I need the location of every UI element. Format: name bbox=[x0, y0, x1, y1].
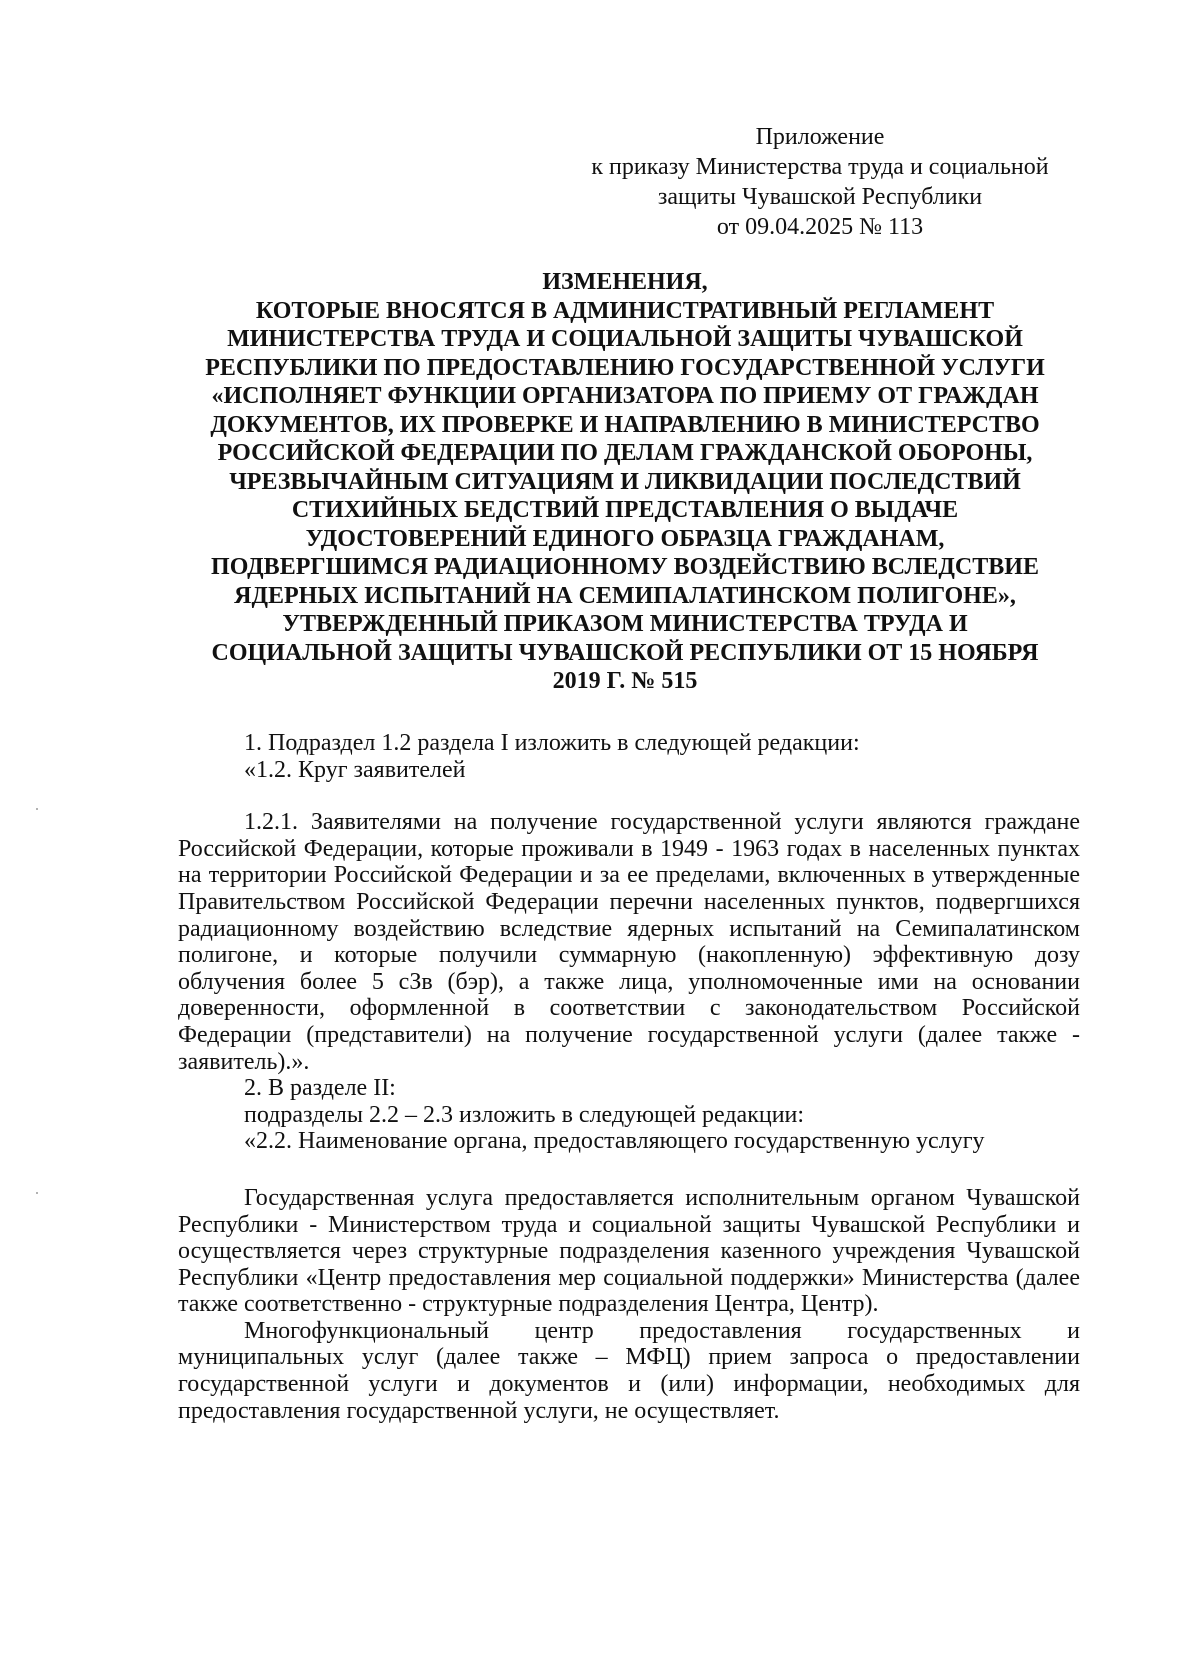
scan-speck bbox=[36, 1192, 38, 1194]
section-2-2-heading: «2.2. Наименование органа, предоставляющего государственную услугу bbox=[244, 1128, 985, 1155]
title-line: СТИХИЙНЫХ БЕДСТВИЙ ПРЕДСТАВЛЕНИЯ О ВЫДАЧЕ bbox=[291, 497, 959, 523]
appendix-line: Приложение bbox=[755, 124, 885, 150]
item-1-intro: 1. Подраздел 1.2 раздела I изложить в следующей редакции: bbox=[244, 730, 860, 756]
item-2-subsections: подразделы 2.2 – 2.3 изложить в следующей редакции: bbox=[244, 1101, 805, 1128]
title-line: РЕСПУБЛИКИ ПО ПРЕДОСТАВЛЕНИЮ ГОСУДАРСТВЕННОЙ УСЛУГИ bbox=[205, 354, 1045, 381]
appendix-line: защиты Чувашской Республики bbox=[657, 184, 983, 210]
title-line: УТВЕРЖДЕННЫЙ ПРИКАЗОМ МИНИСТЕРСТВА ТРУДА И bbox=[282, 611, 968, 637]
appendix-line: от 09.04.2025 № 113 bbox=[716, 214, 924, 240]
paragraph-mfc: Многофункциональный центр предоставления государственных и муниципальных услуг (далее также – МФЦ) прием запроса о предоставлении государственной услуги и документов и (или) информации, необходимых для предоставления государственной услуги, не осуществляет. bbox=[178, 1317, 1080, 1424]
document-body bbox=[178, 730, 1080, 1424]
paragraph-service-provider: Государственная услуга предоставляется исполнительным органом Чувашской Республики - Министерством труда и социальной защиты Чувашской Республики и осуществляется через структурные подразделения казенного учреждения Чувашской Республики «Центр предоставления мер социальной поддержки» Министерства (далее также соответственно - структурные подразделения Центра, Центр). bbox=[178, 1184, 1080, 1318]
item-2-intro: 2. В разделе II: bbox=[244, 1075, 396, 1102]
title-line: ПОДВЕРГШИМСЯ РАДИАЦИОННОМУ ВОЗДЕЙСТВИЮ ВСЛЕДСТВИЕ bbox=[211, 554, 1039, 580]
document-title bbox=[170, 268, 1080, 696]
spacer bbox=[178, 783, 1080, 809]
appendix-header bbox=[560, 122, 1080, 242]
title-line: РОССИЙСКОЙ ФЕДЕРАЦИИ ПО ДЕЛАМ ГРАЖДАНСКОЙ ОБОРОНЫ, bbox=[217, 440, 1033, 466]
title-line: УДОСТОВЕРЕНИЙ ЕДИНОГО ОБРАЗЦА ГРАЖДАНАМ, bbox=[305, 525, 945, 552]
title-line: 2019 Г. № 515 bbox=[552, 668, 698, 694]
title-line: СОЦИАЛЬНОЙ ЗАЩИТЫ ЧУВАШСКОЙ РЕСПУБЛИКИ ОТ 15 НОЯБРЯ bbox=[211, 639, 1039, 666]
scan-speck bbox=[36, 808, 38, 810]
title-line: ЧРЕЗВЫЧАЙНЫМ СИТУАЦИЯМ И ЛИКВИДАЦИИ ПОСЛЕДСТВИЙ bbox=[229, 468, 1021, 495]
title-line: КОТОРЫЕ ВНОСЯТСЯ В АДМИНИСТРАТИВНЫЙ РЕГЛАМЕНТ bbox=[255, 297, 995, 324]
title-line: ЯДЕРНЫХ ИСПЫТАНИЙ НА СЕМИПАЛАТИНСКОМ ПОЛИГОНЕ», bbox=[234, 582, 1016, 609]
title-line: ИЗМЕНЕНИЯ, bbox=[542, 269, 708, 295]
title-line: МИНИСТЕРСТВА ТРУДА И СОЦИАЛЬНОЙ ЗАЩИТЫ ЧУВАШСКОЙ bbox=[227, 326, 1023, 352]
spacer bbox=[178, 1155, 1080, 1185]
title-line: «ИСПОЛНЯЕТ ФУНКЦИИ ОРГАНИЗАТОРА ПО ПРИЕМУ ОТ ГРАЖДАН bbox=[211, 383, 1039, 409]
title-line: ДОКУМЕНТОВ, ИХ ПРОВЕРКЕ И НАПРАВЛЕНИЮ В МИНИСТЕРСТВО bbox=[210, 411, 1040, 438]
paragraph-1-2-1: 1.2.1. Заявителями на получение государственной услуги являются граждане Российской Федерации, которые проживали в 1949 - 1963 годах в населенных пунктах на территории Российской Федерации и за ее пределами, включенных в утвержденные Правительством Российской Федерации перечни населенных пунктов, подвергшихся радиационному воздействию вследствие ядерных испытаний на Семипалатинском полигоне, и которые получили суммарную (накопленную) эффективную дозу облучения более 5 сЗв (бэр), а также лица, уполномоченные ими на основании доверенности, оформленной в соответствии с законодательством Российской Федерации (представители) на получение государственной услуги (далее также - заявитель).». bbox=[178, 809, 1080, 1075]
appendix-line: к приказу Министерства труда и социальной bbox=[591, 154, 1049, 180]
section-1-2-heading: «1.2. Круг заявителей bbox=[244, 756, 466, 783]
